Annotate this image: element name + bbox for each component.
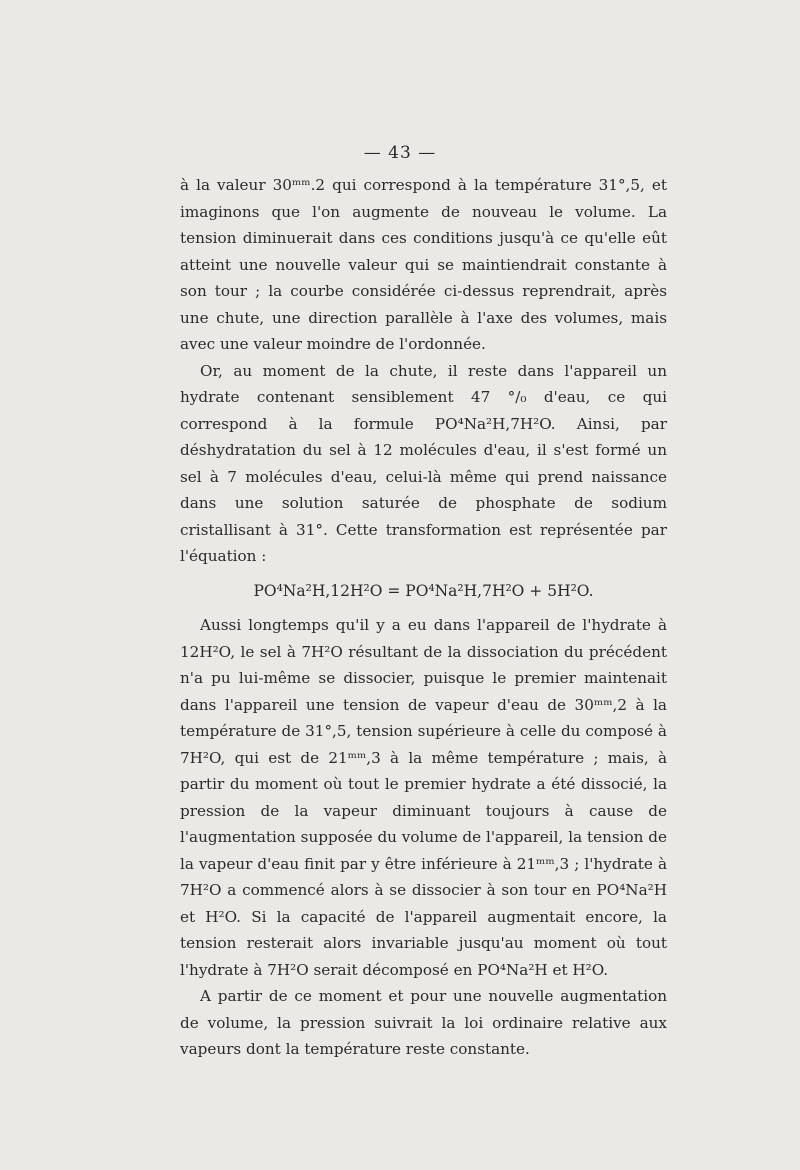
body-text <box>180 172 667 1063</box>
chemical-equation: PO⁴Na²H,12H²O = PO⁴Na²H,7H²O + 5H²O. <box>253 581 594 600</box>
paragraph-hydrate: Or, au moment de la chute, il reste dans l'appareil un hydrate contenant sensiblement 47 °/₀ d'eau, ce qui correspond à la formule PO⁴Na²H,7H²O. Ainsi, par déshydratation du sel à 12 molécules d'eau, il s'est formé un sel à 7 molécules d'eau, celui-là même qui prend naissance dans une solution saturée de phosphate de sodium cristallisant à 31°. Cette transformation est représentée par l'équation : <box>180 361 667 565</box>
paragraph-conclusion: A partir de ce moment et pour une nouvelle augmentation de volume, la pression suivrait la loi ordinaire relative aux vapeurs dont la température reste constante. <box>180 987 667 1058</box>
paragraph-continuation: à la valeur 30ᵐᵐ.2 qui correspond à la température 31°,5, et imaginons que l'on augmente de nouveau le volume. La tension diminuerait dans ces conditions jusqu'à ce qu'elle eût atteint une nouvelle valeur qui se maintiendrait constante à son tour ; la courbe considérée ci-dessus reprendrait, après une chute, une direction parallèle à l'axe des volumes, mais avec une valeur moindre de l'ordonnée. <box>180 176 667 353</box>
page-number: — 43 — <box>363 143 437 163</box>
paragraph-dissociation: Aussi longtemps qu'il y a eu dans l'appareil de l'hydrate à 12H²O, le sel à 7H²O résultant de la dissociation du précédent n'a pu lui-même se dissocier, puisque le premier maintenait dans l'appareil une tension de vapeur d'eau de 30ᵐᵐ,2 à la température de 31°,5, tension supérieure à celle du composé à 7H²O, qui est de 21ᵐᵐ,3 à la même température ; mais, à partir du moment où tout le premier hydrate a été dissocié, la pression de la vapeur diminuant toujours à cause de l'augmentation supposée du volume de l'appareil, la tension de la vapeur d'eau finit par y être inférieure à 21ᵐᵐ,3 ; l'hydrate à 7H²O a commencé alors à se dissocier à son tour en PO⁴Na²H et H²O. Si la capacité de l'appareil augmentait encore, la tension resterait alors invariable jusqu'au moment où tout l'hydrate à 7H²O serait décomposé en PO⁴Na²H et H²O. <box>180 616 667 979</box>
